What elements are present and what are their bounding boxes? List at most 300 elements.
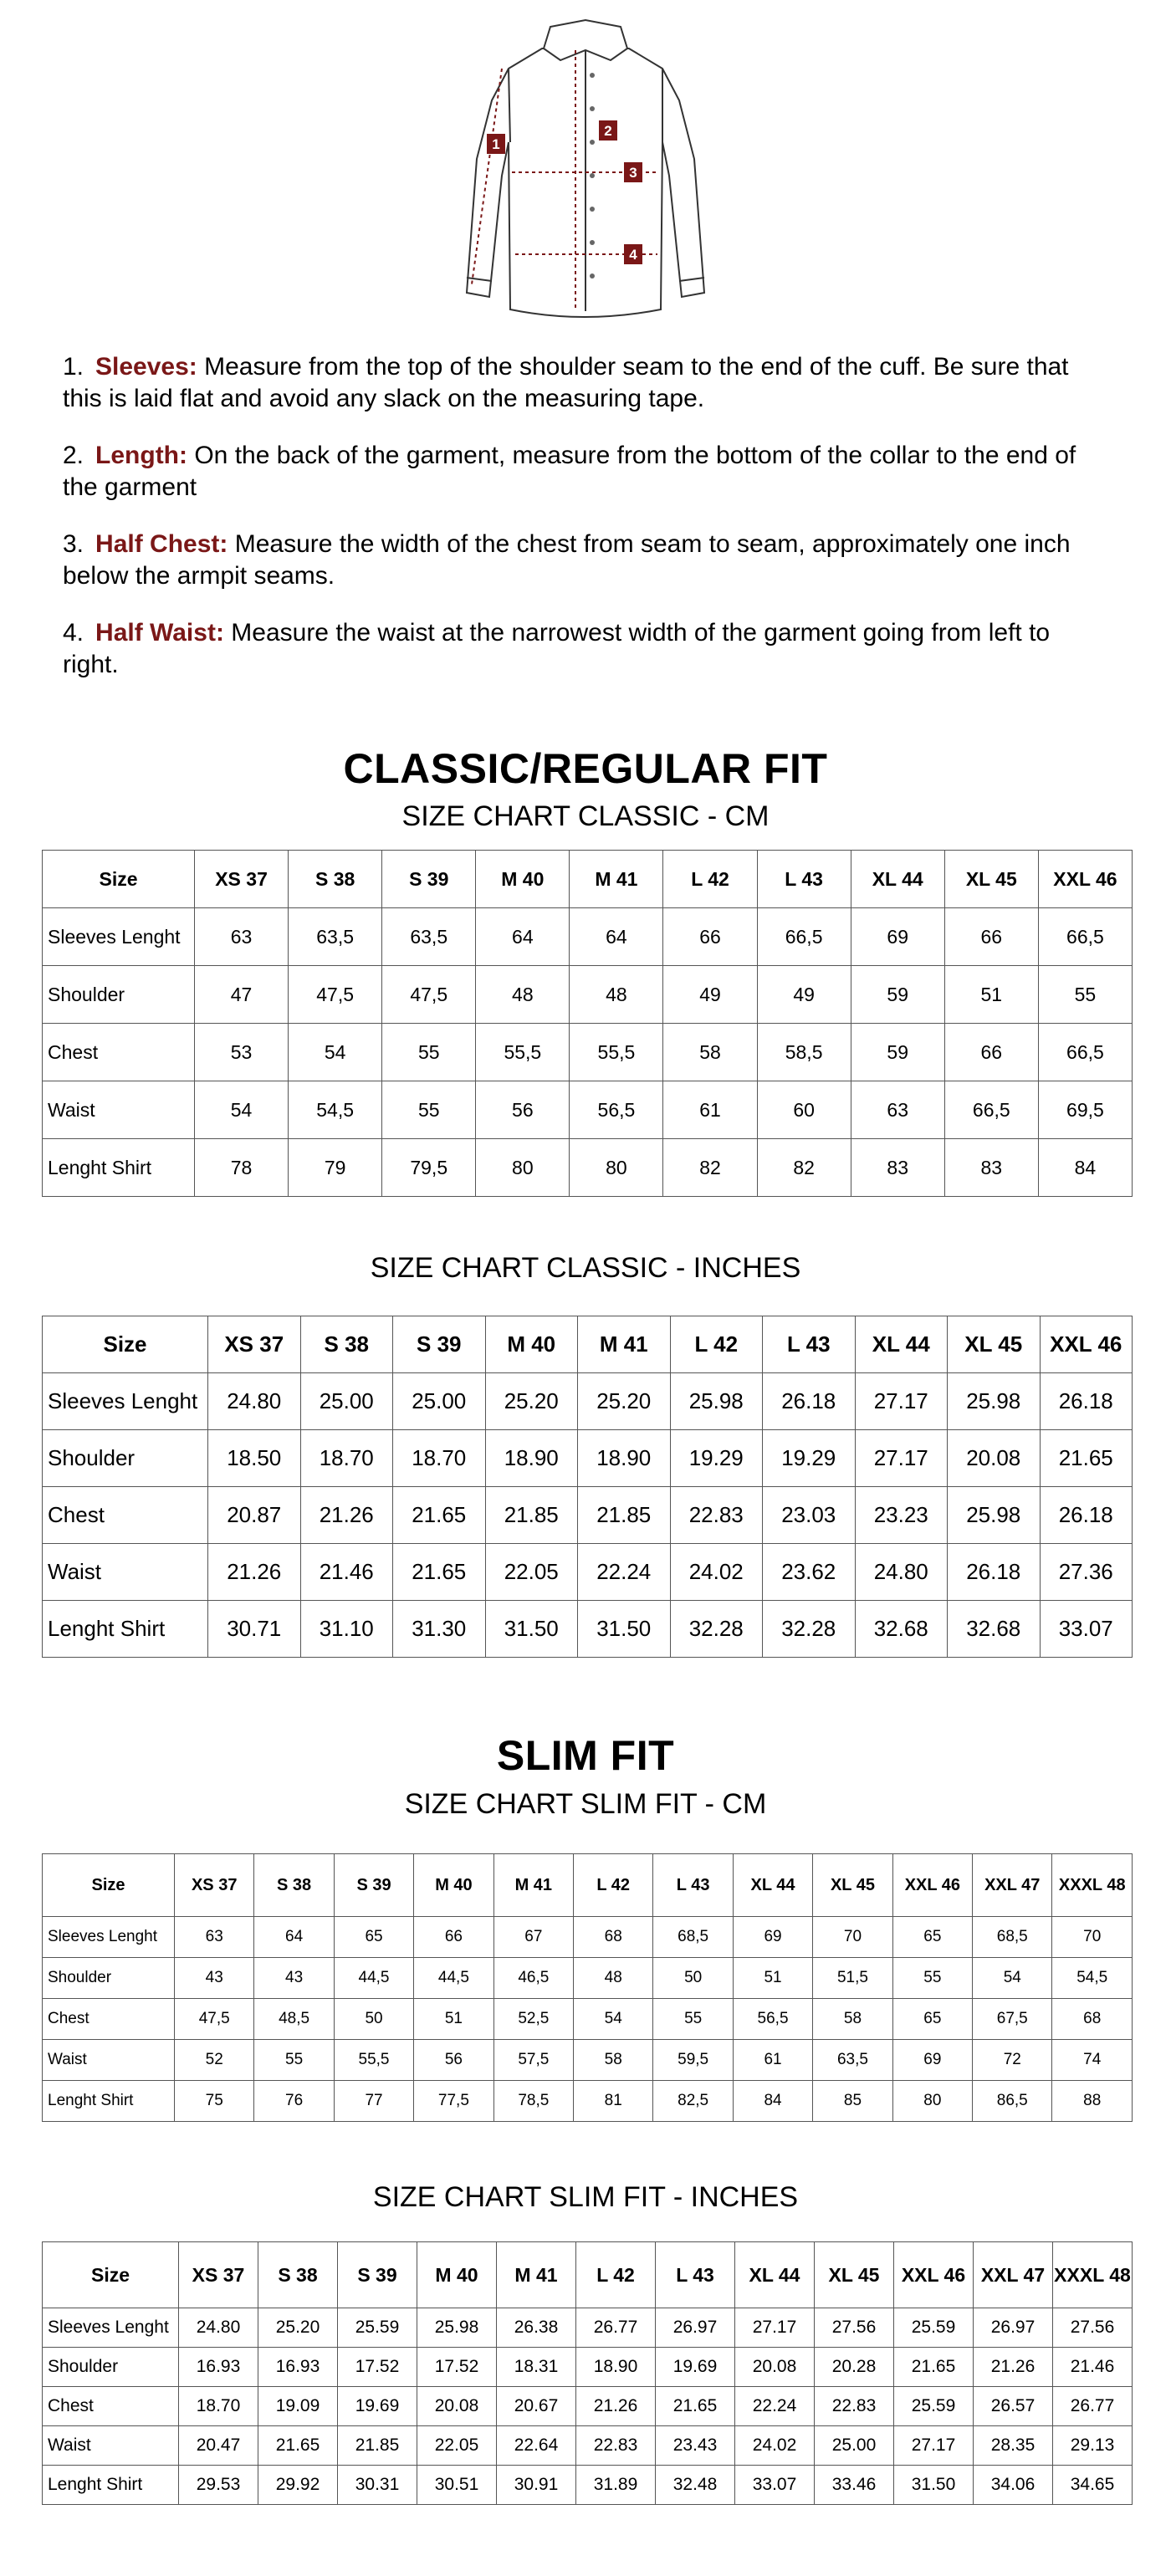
table-cell: 26.77 bbox=[576, 2308, 656, 2348]
table-cell: 26.18 bbox=[1040, 1373, 1133, 1430]
table-cell: 20.28 bbox=[815, 2348, 894, 2387]
table-cell: 21.85 bbox=[338, 2426, 417, 2466]
table-cell: 48 bbox=[574, 1958, 653, 1999]
table-cell: 75 bbox=[175, 2081, 254, 2122]
instruction-text: On the back of the garment, measure from the bottom of the collar to the end of the garment bbox=[63, 442, 1076, 501]
column-header: Size bbox=[43, 2242, 179, 2308]
column-header: XL 45 bbox=[815, 2242, 894, 2308]
row-label: Lenght Shirt bbox=[43, 2466, 179, 2505]
table-cell: 30.51 bbox=[417, 2466, 497, 2505]
column-header: XXXL 48 bbox=[1053, 2242, 1133, 2308]
column-header: L 42 bbox=[663, 851, 757, 908]
column-header: L 43 bbox=[653, 1854, 733, 1917]
table-cell: 26.97 bbox=[656, 2308, 735, 2348]
classic-inches-table bbox=[42, 1316, 1133, 1658]
table-cell: 60 bbox=[757, 1081, 851, 1139]
table-cell: 48 bbox=[476, 966, 570, 1024]
table-cell: 22.24 bbox=[735, 2387, 815, 2426]
table-cell: 63 bbox=[851, 1081, 944, 1139]
table-cell: 58 bbox=[663, 1024, 757, 1081]
table-cell: 20.08 bbox=[417, 2387, 497, 2426]
table-cell: 50 bbox=[653, 1958, 733, 1999]
table-cell: 61 bbox=[663, 1081, 757, 1139]
table-row bbox=[43, 1917, 1133, 1958]
column-header: L 42 bbox=[574, 1854, 653, 1917]
table-cell: 54,5 bbox=[1052, 1958, 1133, 1999]
table-cell: 25.20 bbox=[485, 1373, 578, 1430]
column-header: XS 37 bbox=[179, 2242, 258, 2308]
table-cell: 67,5 bbox=[973, 1999, 1052, 2040]
table-cell: 24.80 bbox=[179, 2308, 258, 2348]
table-cell: 19.69 bbox=[656, 2348, 735, 2387]
table-cell: 58 bbox=[574, 2040, 653, 2081]
table-cell: 18.70 bbox=[393, 1430, 486, 1487]
table-cell: 61 bbox=[733, 2040, 812, 2081]
row-label: Lenght Shirt bbox=[43, 2081, 175, 2122]
table-cell: 69 bbox=[851, 908, 944, 966]
column-header: XL 45 bbox=[944, 851, 1038, 908]
table-cell: 64 bbox=[254, 1917, 334, 1958]
table-row bbox=[43, 2081, 1133, 2122]
table-cell: 52,5 bbox=[493, 1999, 573, 2040]
table-cell: 79 bbox=[289, 1139, 382, 1197]
table-cell: 19.29 bbox=[763, 1430, 856, 1487]
table-row bbox=[43, 2348, 1133, 2387]
table-cell: 54 bbox=[195, 1081, 289, 1139]
column-header: S 39 bbox=[334, 1854, 413, 1917]
table-cell: 27.17 bbox=[855, 1373, 948, 1430]
table-cell: 33.07 bbox=[735, 2466, 815, 2505]
column-header: L 43 bbox=[763, 1316, 856, 1373]
row-label: Lenght Shirt bbox=[43, 1139, 195, 1197]
table-cell: 56,5 bbox=[570, 1081, 663, 1139]
column-header: XXL 46 bbox=[894, 2242, 974, 2308]
table-cell: 21.65 bbox=[1040, 1430, 1133, 1487]
table-cell: 30.31 bbox=[338, 2466, 417, 2505]
table-cell: 20.67 bbox=[497, 2387, 576, 2426]
table-cell: 18.31 bbox=[497, 2348, 576, 2387]
measurement-marker-2 bbox=[599, 120, 617, 141]
column-header: Size bbox=[43, 851, 195, 908]
measurement-marker-1 bbox=[487, 134, 505, 154]
table-cell: 77,5 bbox=[414, 2081, 493, 2122]
table-cell: 29.53 bbox=[179, 2466, 258, 2505]
table-cell: 32.48 bbox=[656, 2466, 735, 2505]
table-row bbox=[43, 2308, 1133, 2348]
table-cell: 80 bbox=[570, 1139, 663, 1197]
table-cell: 21.85 bbox=[485, 1487, 578, 1544]
row-label: Shoulder bbox=[43, 2348, 179, 2387]
column-header: M 40 bbox=[485, 1316, 578, 1373]
table-cell: 25.98 bbox=[670, 1373, 763, 1430]
table-cell: 66 bbox=[944, 908, 1038, 966]
table-cell: 54,5 bbox=[289, 1081, 382, 1139]
table-cell: 74 bbox=[1052, 2040, 1133, 2081]
table-cell: 29.13 bbox=[1053, 2426, 1133, 2466]
table-cell: 33.46 bbox=[815, 2466, 894, 2505]
table-cell: 23.43 bbox=[656, 2426, 735, 2466]
table-cell: 21.85 bbox=[578, 1487, 671, 1544]
table-cell: 21.26 bbox=[974, 2348, 1053, 2387]
table-cell: 63,5 bbox=[289, 908, 382, 966]
table-cell: 23.62 bbox=[763, 1544, 856, 1601]
table-cell: 27.17 bbox=[735, 2308, 815, 2348]
table-cell: 59 bbox=[851, 966, 944, 1024]
table-cell: 43 bbox=[175, 1958, 254, 1999]
column-header: S 38 bbox=[300, 1316, 393, 1373]
table-cell: 59,5 bbox=[653, 2040, 733, 2081]
column-header: XL 44 bbox=[733, 1854, 812, 1917]
table-cell: 26.18 bbox=[763, 1373, 856, 1430]
table-cell: 26.77 bbox=[1053, 2387, 1133, 2426]
column-header: M 41 bbox=[497, 2242, 576, 2308]
table-cell: 78,5 bbox=[493, 2081, 573, 2122]
table-cell: 70 bbox=[1052, 1917, 1133, 1958]
column-header: S 39 bbox=[338, 2242, 417, 2308]
table-cell: 52 bbox=[175, 2040, 254, 2081]
column-header: M 41 bbox=[570, 851, 663, 908]
instruction-number: 1. bbox=[63, 353, 84, 381]
column-header: XS 37 bbox=[208, 1316, 301, 1373]
table-cell: 18.90 bbox=[578, 1430, 671, 1487]
table-cell: 20.08 bbox=[735, 2348, 815, 2387]
table-cell: 55,5 bbox=[570, 1024, 663, 1081]
instruction-text: Measure the waist at the narrowest width of the garment going from left to right. bbox=[63, 619, 1051, 678]
table-cell: 31.30 bbox=[393, 1601, 486, 1658]
table-cell: 21.26 bbox=[300, 1487, 393, 1544]
table-cell: 27.56 bbox=[815, 2308, 894, 2348]
column-header: S 38 bbox=[258, 2242, 338, 2308]
table-cell: 85 bbox=[813, 2081, 892, 2122]
svg-text:3: 3 bbox=[629, 165, 637, 181]
measurement-instructions bbox=[63, 351, 1108, 706]
classic-cm-table bbox=[42, 850, 1133, 1197]
table-cell: 26.97 bbox=[974, 2308, 1053, 2348]
table-cell: 65 bbox=[892, 1917, 972, 1958]
row-label: Shoulder bbox=[43, 1958, 175, 1999]
table-cell: 25.00 bbox=[300, 1373, 393, 1430]
instruction-half-chest bbox=[63, 529, 1108, 592]
table-cell: 49 bbox=[757, 966, 851, 1024]
column-header: XXL 47 bbox=[973, 1854, 1052, 1917]
table-cell: 66,5 bbox=[1038, 1024, 1132, 1081]
table-cell: 55,5 bbox=[334, 2040, 413, 2081]
table-cell: 19.09 bbox=[258, 2387, 338, 2426]
table-cell: 32.28 bbox=[670, 1601, 763, 1658]
table-cell: 84 bbox=[1038, 1139, 1132, 1197]
table-cell: 24.80 bbox=[855, 1544, 948, 1601]
measurement-marker-3 bbox=[624, 162, 642, 182]
column-header: XS 37 bbox=[175, 1854, 254, 1917]
column-header: XXL 46 bbox=[1038, 851, 1132, 908]
table-cell: 18.70 bbox=[179, 2387, 258, 2426]
table-cell: 31.89 bbox=[576, 2466, 656, 2505]
table-cell: 32.68 bbox=[855, 1601, 948, 1658]
table-cell: 31.50 bbox=[578, 1601, 671, 1658]
column-header: L 43 bbox=[656, 2242, 735, 2308]
table-cell: 26.18 bbox=[1040, 1487, 1133, 1544]
measurement-marker-4 bbox=[624, 244, 642, 264]
table-cell: 55 bbox=[892, 1958, 972, 1999]
instruction-term: Length: bbox=[95, 442, 187, 469]
table-cell: 19.29 bbox=[670, 1430, 763, 1487]
table-cell: 18.50 bbox=[208, 1430, 301, 1487]
table-cell: 25.59 bbox=[338, 2308, 417, 2348]
instruction-length bbox=[63, 440, 1108, 503]
table-cell: 58,5 bbox=[757, 1024, 851, 1081]
column-header: M 41 bbox=[578, 1316, 671, 1373]
table-cell: 68,5 bbox=[973, 1917, 1052, 1958]
table-cell: 20.47 bbox=[179, 2426, 258, 2466]
instruction-text: Measure from the top of the shoulder seam to the end of the cuff. Be sure that this is laid flat and avoid any slack on the measuring tape. bbox=[63, 353, 1069, 412]
column-header: XL 44 bbox=[735, 2242, 815, 2308]
table-cell: 82 bbox=[663, 1139, 757, 1197]
table-cell: 17.52 bbox=[417, 2348, 497, 2387]
table-cell: 20.08 bbox=[948, 1430, 1041, 1487]
classic-cm-title: SIZE CHART CLASSIC - CM bbox=[401, 800, 770, 832]
table-cell: 21.26 bbox=[208, 1544, 301, 1601]
column-header: XXXL 48 bbox=[1052, 1854, 1133, 1917]
table-cell: 25.00 bbox=[393, 1373, 486, 1430]
table-cell: 24.02 bbox=[670, 1544, 763, 1601]
instruction-number: 2. bbox=[63, 442, 84, 469]
table-cell: 33.07 bbox=[1040, 1601, 1133, 1658]
svg-text:4: 4 bbox=[629, 247, 637, 263]
table-cell: 64 bbox=[570, 908, 663, 966]
table-cell: 72 bbox=[973, 2040, 1052, 2081]
table-cell: 69 bbox=[733, 1917, 812, 1958]
table-cell: 47,5 bbox=[382, 966, 476, 1024]
table-cell: 86,5 bbox=[973, 2081, 1052, 2122]
table-cell: 70 bbox=[813, 1917, 892, 1958]
table-cell: 27.17 bbox=[894, 2426, 974, 2466]
column-header: Size bbox=[43, 1854, 175, 1917]
table-cell: 50 bbox=[334, 1999, 413, 2040]
instruction-half-waist bbox=[63, 617, 1108, 681]
table-cell: 44,5 bbox=[414, 1958, 493, 1999]
column-header: XL 44 bbox=[855, 1316, 948, 1373]
table-cell: 30.71 bbox=[208, 1601, 301, 1658]
table-cell: 66,5 bbox=[1038, 908, 1132, 966]
table-row bbox=[43, 1081, 1133, 1139]
table-cell: 23.23 bbox=[855, 1487, 948, 1544]
table-cell: 46,5 bbox=[493, 1958, 573, 1999]
table-cell: 25.20 bbox=[258, 2308, 338, 2348]
table-cell: 68 bbox=[1052, 1999, 1133, 2040]
table-cell: 21.65 bbox=[258, 2426, 338, 2466]
table-cell: 21.26 bbox=[576, 2387, 656, 2426]
table-row bbox=[43, 2426, 1133, 2466]
table-cell: 55 bbox=[653, 1999, 733, 2040]
row-label: Chest bbox=[43, 1999, 175, 2040]
table-cell: 69,5 bbox=[1038, 1081, 1132, 1139]
table-cell: 32.28 bbox=[763, 1601, 856, 1658]
table-cell: 23.03 bbox=[763, 1487, 856, 1544]
classic-inches-title: SIZE CHART CLASSIC - INCHES bbox=[370, 1252, 801, 1284]
row-label: Shoulder bbox=[43, 1430, 208, 1487]
table-cell: 56 bbox=[476, 1081, 570, 1139]
table-row bbox=[43, 1601, 1133, 1658]
table-cell: 31.10 bbox=[300, 1601, 393, 1658]
instruction-sleeves bbox=[63, 351, 1108, 415]
row-label: Waist bbox=[43, 2040, 175, 2081]
table-cell: 64 bbox=[476, 908, 570, 966]
table-cell: 66,5 bbox=[757, 908, 851, 966]
table-cell: 25.20 bbox=[578, 1373, 671, 1430]
table-cell: 19.69 bbox=[338, 2387, 417, 2426]
table-cell: 66 bbox=[663, 908, 757, 966]
slim-fit-title: SLIM FIT bbox=[496, 1732, 675, 1779]
table-cell: 47,5 bbox=[289, 966, 382, 1024]
table-cell: 22.83 bbox=[815, 2387, 894, 2426]
table-cell: 68 bbox=[574, 1917, 653, 1958]
table-row bbox=[43, 1139, 1133, 1197]
column-header: XXL 46 bbox=[1040, 1316, 1133, 1373]
table-cell: 18.90 bbox=[576, 2348, 656, 2387]
table-cell: 48 bbox=[570, 966, 663, 1024]
table-cell: 22.83 bbox=[670, 1487, 763, 1544]
table-cell: 34.06 bbox=[974, 2466, 1053, 2505]
column-header: M 40 bbox=[476, 851, 570, 908]
table-cell: 47,5 bbox=[175, 1999, 254, 2040]
table-cell: 26.57 bbox=[974, 2387, 1053, 2426]
table-cell: 67 bbox=[493, 1917, 573, 1958]
table-cell: 81 bbox=[574, 2081, 653, 2122]
table-cell: 27.17 bbox=[855, 1430, 948, 1487]
row-label: Chest bbox=[43, 1024, 195, 1081]
table-cell: 51 bbox=[733, 1958, 812, 1999]
table-cell: 54 bbox=[289, 1024, 382, 1081]
table-cell: 31.50 bbox=[894, 2466, 974, 2505]
instruction-number: 4. bbox=[63, 619, 84, 647]
row-label: Lenght Shirt bbox=[43, 1601, 208, 1658]
table-cell: 51 bbox=[944, 966, 1038, 1024]
table-cell: 16.93 bbox=[179, 2348, 258, 2387]
column-header: XXL 46 bbox=[892, 1854, 972, 1917]
instruction-term: Half Chest: bbox=[95, 530, 228, 558]
table-cell: 16.93 bbox=[258, 2348, 338, 2387]
table-row bbox=[43, 908, 1133, 966]
row-label: Chest bbox=[43, 2387, 179, 2426]
column-header: L 43 bbox=[757, 851, 851, 908]
table-cell: 24.80 bbox=[208, 1373, 301, 1430]
column-header: S 38 bbox=[254, 1854, 334, 1917]
column-header: S 39 bbox=[382, 851, 476, 908]
table-cell: 43 bbox=[254, 1958, 334, 1999]
row-label: Waist bbox=[43, 1081, 195, 1139]
table-cell: 84 bbox=[733, 2081, 812, 2122]
slim-cm-title: SIZE CHART SLIM FIT - CM bbox=[404, 1788, 767, 1820]
table-cell: 25.00 bbox=[815, 2426, 894, 2466]
table-cell: 34.65 bbox=[1053, 2466, 1133, 2505]
table-cell: 56 bbox=[414, 2040, 493, 2081]
column-header: S 38 bbox=[289, 851, 382, 908]
table-cell: 58 bbox=[813, 1999, 892, 2040]
table-cell: 25.59 bbox=[894, 2387, 974, 2426]
table-cell: 27.56 bbox=[1053, 2308, 1133, 2348]
table-cell: 21.46 bbox=[1053, 2348, 1133, 2387]
column-header: M 40 bbox=[414, 1854, 493, 1917]
table-row bbox=[43, 1024, 1133, 1081]
table-cell: 63 bbox=[195, 908, 289, 966]
table-row bbox=[43, 966, 1133, 1024]
table-row bbox=[43, 1958, 1133, 1999]
table-cell: 32.68 bbox=[948, 1601, 1041, 1658]
table-cell: 21.65 bbox=[393, 1487, 486, 1544]
table-cell: 24.02 bbox=[735, 2426, 815, 2466]
table-cell: 63 bbox=[175, 1917, 254, 1958]
table-row bbox=[43, 1430, 1133, 1487]
table-cell: 22.24 bbox=[578, 1544, 671, 1601]
instruction-term: Sleeves: bbox=[95, 353, 197, 381]
table-cell: 68,5 bbox=[653, 1917, 733, 1958]
table-cell: 63,5 bbox=[813, 2040, 892, 2081]
table-cell: 63,5 bbox=[382, 908, 476, 966]
row-label: Chest bbox=[43, 1487, 208, 1544]
table-cell: 25.59 bbox=[894, 2308, 974, 2348]
table-cell: 18.90 bbox=[485, 1430, 578, 1487]
shirt-measurement-diagram bbox=[443, 17, 728, 335]
instruction-term: Half Waist: bbox=[95, 619, 224, 647]
table-header-row bbox=[43, 1316, 1133, 1373]
column-header: M 40 bbox=[417, 2242, 497, 2308]
table-cell: 82,5 bbox=[653, 2081, 733, 2122]
table-cell: 25.98 bbox=[948, 1487, 1041, 1544]
table-cell: 26.38 bbox=[497, 2308, 576, 2348]
table-row bbox=[43, 1544, 1133, 1601]
table-cell: 66,5 bbox=[944, 1081, 1038, 1139]
column-header: L 42 bbox=[670, 1316, 763, 1373]
table-cell: 83 bbox=[851, 1139, 944, 1197]
table-cell: 48,5 bbox=[254, 1999, 334, 2040]
table-cell: 76 bbox=[254, 2081, 334, 2122]
svg-text:1: 1 bbox=[492, 136, 500, 152]
table-cell: 25.98 bbox=[417, 2308, 497, 2348]
slim-inches-title: SIZE CHART SLIM FIT - INCHES bbox=[372, 2181, 799, 2213]
instruction-number: 3. bbox=[63, 530, 84, 558]
table-cell: 83 bbox=[944, 1139, 1038, 1197]
row-label: Sleeves Lenght bbox=[43, 908, 195, 966]
table-cell: 55 bbox=[382, 1024, 476, 1081]
table-cell: 66 bbox=[414, 1917, 493, 1958]
table-cell: 55 bbox=[1038, 966, 1132, 1024]
table-cell: 21.65 bbox=[393, 1544, 486, 1601]
table-row bbox=[43, 2040, 1133, 2081]
column-header: Size bbox=[43, 1316, 208, 1373]
table-cell: 65 bbox=[892, 1999, 972, 2040]
table-cell: 54 bbox=[973, 1958, 1052, 1999]
table-cell: 54 bbox=[574, 1999, 653, 2040]
table-cell: 29.92 bbox=[258, 2466, 338, 2505]
table-cell: 80 bbox=[476, 1139, 570, 1197]
table-cell: 57,5 bbox=[493, 2040, 573, 2081]
svg-text:2: 2 bbox=[604, 123, 612, 139]
table-cell: 22.83 bbox=[576, 2426, 656, 2466]
table-cell: 65 bbox=[334, 1917, 413, 1958]
table-cell: 78 bbox=[195, 1139, 289, 1197]
slim-cm-table bbox=[42, 1853, 1133, 2122]
table-cell: 51,5 bbox=[813, 1958, 892, 1999]
table-header-row bbox=[43, 851, 1133, 908]
table-cell: 69 bbox=[892, 2040, 972, 2081]
table-row bbox=[43, 1487, 1133, 1544]
table-row bbox=[43, 1999, 1133, 2040]
table-cell: 59 bbox=[851, 1024, 944, 1081]
table-cell: 21.46 bbox=[300, 1544, 393, 1601]
table-cell: 27.36 bbox=[1040, 1544, 1133, 1601]
column-header: XL 45 bbox=[948, 1316, 1041, 1373]
table-row bbox=[43, 2387, 1133, 2426]
